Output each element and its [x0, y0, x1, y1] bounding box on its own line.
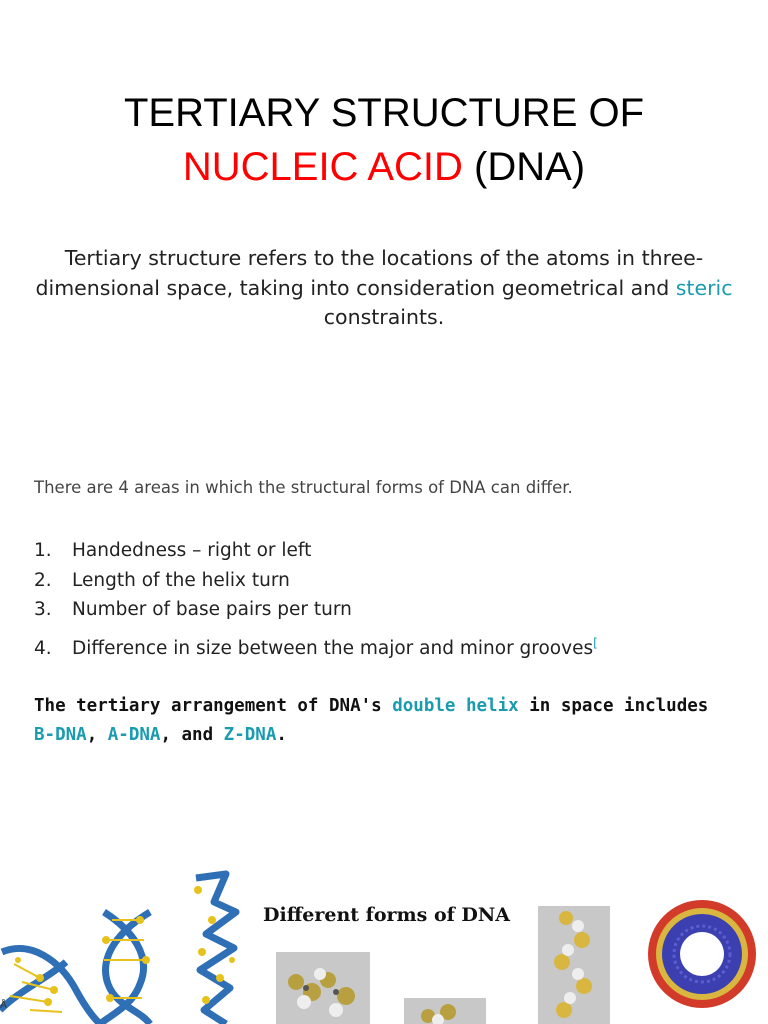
arrangement-text: The tertiary arrangement of DNA's: [34, 696, 393, 716]
b-dna-helix-icon: [100, 912, 150, 1024]
dna-forms-figure: [0, 860, 768, 1024]
areas-sentence: There are 4 areas in which the structural forms of DNA can differ.: [34, 478, 573, 497]
space-filling-model-icon-3: [538, 906, 610, 1024]
list-item: [34, 566, 598, 596]
list-item: [34, 629, 598, 659]
list-text: Handedness – right or left: [72, 540, 312, 561]
list-text: Difference in size between the major and minor grooves: [72, 637, 594, 659]
a-dna-link[interactable]: A-DNA: [107, 725, 161, 745]
title-highlight: NUCLEIC ACID: [182, 145, 463, 189]
arrangement-paragraph: [34, 692, 734, 750]
separator: ,: [86, 725, 108, 745]
space-filling-model-icon: [276, 952, 370, 1024]
separator-and: , and: [160, 725, 224, 745]
figure-title: Different forms of DNA: [263, 904, 510, 926]
helix-illustrations: [0, 860, 260, 1024]
intro-end: constraints.: [323, 305, 445, 329]
list-item: [34, 536, 598, 566]
list-number: 4.: [34, 637, 52, 659]
z-dna-link[interactable]: Z-DNA: [223, 725, 277, 745]
list-text: Number of base pairs per turn: [72, 599, 352, 620]
a-dna-model-image: [404, 998, 486, 1024]
z-dna-model-image: [538, 906, 610, 1024]
title-line-1: TERTIARY STRUCTURE OF: [123, 91, 645, 135]
list-item: [34, 595, 598, 625]
b-dna-model-image: [276, 952, 370, 1024]
title-suffix: (DNA): [462, 145, 586, 189]
page-title: [0, 86, 768, 194]
list-number: 1.: [34, 540, 52, 561]
dna-top-view-model: [646, 860, 756, 1024]
double-helix-link[interactable]: double helix: [392, 696, 519, 716]
intro-text: Tertiary structure refers to the locations of the atoms in three-dimensional space, taking into consideration geometrical and: [35, 246, 704, 300]
z-dna-helix-icon: [194, 874, 236, 1024]
arrangement-text-2: in space includes: [518, 696, 709, 716]
b-dna-link[interactable]: B-DNA: [34, 725, 87, 745]
a-dna-helix-icon: [0, 948, 100, 1024]
angstrom-label: Å: [0, 1000, 7, 1011]
list-number: 3.: [34, 599, 52, 620]
list-number: 2.: [34, 569, 52, 591]
period: .: [276, 725, 287, 745]
steric-link[interactable]: steric: [675, 275, 733, 300]
space-filling-model-icon-2: [404, 998, 486, 1024]
intro-paragraph: [20, 244, 748, 333]
differences-list: [34, 536, 598, 658]
list-text: Length of the helix turn: [72, 569, 290, 591]
citation-link[interactable]: [: [593, 635, 598, 650]
